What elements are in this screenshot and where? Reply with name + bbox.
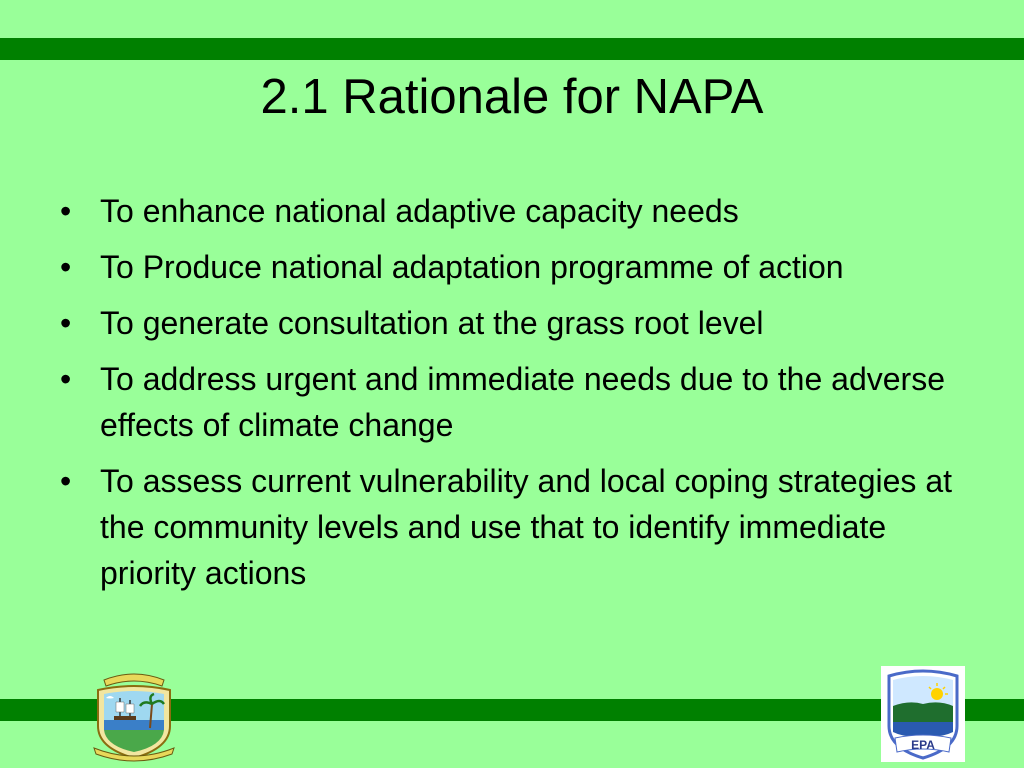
slide-title: 2.1 Rationale for NAPA [260, 70, 764, 124]
epa-shield-logo-icon [881, 666, 965, 762]
epa-logo-label: EPA [911, 738, 935, 752]
bullet-list [60, 188, 960, 606]
bullet-item [60, 244, 960, 290]
liberia-coat-of-arms-icon [84, 668, 184, 762]
bullet-text: To Produce national adaptation programme of action [100, 249, 844, 285]
bullet-text: To assess current vulnerability and local coping strategies at the community levels and use that to identify immediate priority actions [100, 463, 952, 591]
bullet-text: To enhance national adaptive capacity needs [100, 193, 739, 229]
bullet-text: To generate consultation at the grass root level [100, 305, 764, 341]
bullet-marker: • [60, 305, 72, 341]
bullet-item [60, 458, 960, 596]
bullet-marker: • [60, 361, 72, 397]
bullet-text: To address urgent and immediate needs due to the adverse effects of climate change [100, 361, 945, 443]
bullet-item [60, 188, 960, 234]
bullet-marker: • [60, 193, 72, 229]
bullet-marker: • [60, 249, 72, 285]
bullet-item [60, 300, 960, 346]
bullet-item [60, 356, 960, 448]
bullet-marker: • [60, 463, 72, 499]
top-green-bar [0, 38, 1024, 60]
